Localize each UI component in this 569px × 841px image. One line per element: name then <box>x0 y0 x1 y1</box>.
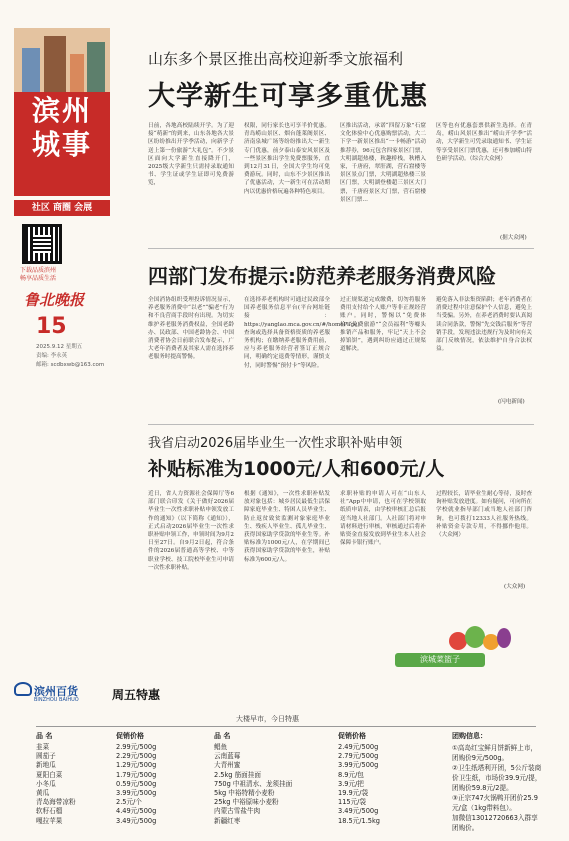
article3-headline: 补贴标准为1000元/人和600元/人 <box>148 458 445 480</box>
table-row <box>214 752 408 761</box>
table-row <box>36 817 216 826</box>
masthead-title-line2: 城事 <box>31 128 92 161</box>
article2-column-1: 全国消协组织受理投诉情况显示，养老服务消费中“以老”“骗老”行为和不良营商手段时有出现。为切实维护养老服务消费权益，全国老龄办、民政部、中国老龄协会、中国消费者协会日前联合发布提示，广大老年消费者及其家人需在选择养老服务时提高警惕。 <box>148 297 234 361</box>
item-name: 小冬瓜 <box>36 779 56 788</box>
item-price: 0.59元/500g <box>116 779 157 788</box>
table-row <box>36 798 216 807</box>
brand-logo-icon <box>14 682 32 696</box>
item-name: 青岛海带凉粉 <box>36 798 76 807</box>
table-row <box>36 771 216 780</box>
masthead-title <box>14 94 110 162</box>
item-price: 1.29元/500g <box>116 761 157 770</box>
item-name: 嘎拉苹果 <box>36 816 63 825</box>
item-name: 圆茄子 <box>36 752 56 761</box>
article1-source: (据大众网) <box>500 235 527 241</box>
item-price: 19.9元/袋 <box>338 789 369 798</box>
divider <box>148 424 534 425</box>
promo-title: 周五特惠 <box>112 688 161 702</box>
brand-subtitle: BINZHOU BAIHUO <box>34 697 79 703</box>
table-row <box>214 771 408 780</box>
paper-logo: 鲁北晚报 <box>24 291 85 309</box>
divider <box>36 726 536 727</box>
article1-headline: 大学新生可享多重优惠 <box>148 81 428 112</box>
column-header-price: 促销价格 <box>338 732 366 740</box>
issue-info <box>36 343 110 370</box>
item-price: 115元/袋 <box>338 798 366 807</box>
item-price: 3.49元/500g <box>338 807 379 816</box>
table-row <box>214 807 408 816</box>
item-price: 2.49元/500g <box>338 743 379 751</box>
item-name: 2.5kg 筋面挂面 <box>214 770 261 779</box>
item-price: 2.79元/500g <box>338 752 379 761</box>
promo-subtitle: 大楼早市，今日特惠 <box>236 715 299 723</box>
table-row <box>36 807 216 816</box>
article3-column-3: 求职补贴的申请人可在“山东人社”App中申请，也可在学校领取纸质申请表，由学校审核汇总后报送当地人社部门。人社部门将对申请材料进行审核，审核通过后将补贴资金直接发放到毕业生本人社会保障卡银行账户。 <box>340 491 426 547</box>
item-name: 25kg 中裕原味小麦粉 <box>214 798 279 807</box>
price-table-left <box>36 731 216 826</box>
group-buy-line: ①高岛红宝鲜月饼新鲜上市，团购价9元/500g。 <box>452 744 538 762</box>
item-name: 黄瓜 <box>36 789 50 798</box>
item-price: 4.49元/500g <box>116 807 157 816</box>
issue-date: 2025.9.12 星期五 <box>36 344 83 350</box>
item-price: 1.79元/500g <box>116 770 157 779</box>
table-row <box>36 752 216 761</box>
column-header-name: 品 名 <box>36 732 53 740</box>
vegetable-illustration <box>445 622 515 656</box>
page-number: 15 <box>36 314 67 339</box>
masthead-illustration <box>14 28 110 92</box>
item-name: 大青州蜜 <box>214 761 241 770</box>
article1-kicker: 山东多个景区推出高校迎新季文旅福利 <box>148 50 404 68</box>
item-price: 2.5元/个 <box>116 798 142 807</box>
masthead-title-line1: 滨州 <box>31 94 92 127</box>
column-header-name: 品 名 <box>214 732 231 740</box>
group-buy-line: ③正宗747火锅鸭开团价25.9元/盒（1kg带料包）。 <box>452 794 538 812</box>
item-price: 3.99元/500g <box>116 789 157 798</box>
item-name: 夏阳白菜 <box>36 770 63 779</box>
price-table-right <box>214 731 408 826</box>
item-price: 3.99元/500g <box>338 761 379 770</box>
group-buy-title: 团购信息： <box>452 732 487 740</box>
item-name: 5kg 中裕特精小麦粉 <box>214 789 275 798</box>
table-row <box>36 761 216 770</box>
item-price: 3.9元/把 <box>338 779 364 788</box>
column-header-price: 促销价格 <box>116 732 144 740</box>
article2-column-4: 避免落入非法集资陷阱；老年消费者在消费过程中注意保护个人信息，避免上当受骗。另外，在养老消费时要认真阅读合同条款，警惕“先交钱后服务”等营销手段，发现违法违规行为及时向有关部门反映情况，依法维护自身合法权益。 <box>436 297 532 353</box>
item-name: 鲳鱼 <box>214 743 228 751</box>
item-name: 新疆红枣 <box>214 816 241 825</box>
article2-column-2: 在选择养老机构时可通过民政部全国养老服务信息平台(平台网址链接：https://yanglao.mca.gov.cn/#/homePage)查询或选择具备资格资质的养老服务机构；在缴纳养老服务费用前，应与养老服务经营者签订正规合同，明确约定退费等情形，谨慎支付，同时警惕“预付卡”等风险。 <box>244 297 360 369</box>
article2-column-3: 过正规渠道完成缴费，切勿将服务费用支付给个人账户等非正规经营账户。同时，警惕以“免费体检”“免费旅游”“会员福利”等噱头推销产品和服务，牢记“天上不会掉馅饼”，遇到纠纷应通过正规渠道解决。 <box>340 297 426 353</box>
brand-name: 滨州百货 <box>34 685 78 698</box>
article3-kicker: 我省启动2026届毕业生一次性求职补贴申领 <box>148 436 403 451</box>
promo-banner: 滨城菜篮子 <box>395 653 485 667</box>
table-row <box>36 780 216 789</box>
article3-column-2: 根据《通知》，一次性求职补贴发放对象包括：城乡居民最低生活保障家庭毕业生、特困人员毕业生、防止返贫致贫监测对象家庭毕业生、残疾人毕业生、孤儿毕业生、获得国家助学贷款的毕业生等。补贴标准为1000元/人，在学期间已获得国家助学贷款的毕业生，补贴标准为600元/人。 <box>244 491 330 563</box>
item-name: 新地瓜 <box>36 761 56 770</box>
qr-caption <box>20 267 110 283</box>
divider <box>148 248 534 249</box>
item-price: 18.5元/1.5kg <box>338 816 380 825</box>
article2-source: (闪电新闻) <box>498 399 525 405</box>
item-name: 韭菜 <box>36 743 50 751</box>
item-price: 8.9元/包 <box>338 770 364 779</box>
item-price: 2.99元/500g <box>116 743 157 751</box>
issue-editor: 责编: 李永英 <box>36 353 68 359</box>
article3-column-4: 过程较长，请毕业生耐心等待，及时查询补贴发放进度。如有疑问，可向所在学校就业指导部门或当地人社部门咨询，也可拨打12333人社服务热线。补贴资金专款专用，不得挪作他用。（大众网） <box>436 491 532 539</box>
table-row <box>36 789 216 798</box>
group-buy-info <box>452 731 542 833</box>
article3-column-1: 近日，省人力资源社会保障厅等6部门联合印发《关于做好2026届毕业生一次性求职补贴申领发放工作的通知》（以下简称《通知》），正式启动2026届毕业生一次性求职补贴申领工作，申领时间为9月2日至27日。自9月2日起，符合条件的2026届普通高等学校、中等职业学校、技工院校毕业生可申请一次性求职补贴。 <box>148 491 234 571</box>
table-row <box>214 761 408 770</box>
item-price: 2.29元/500g <box>116 752 157 761</box>
article3-source: (大众网) <box>504 584 526 590</box>
item-name: 软籽石榴 <box>36 807 63 816</box>
table-row <box>214 780 408 789</box>
item-name: 云南蓝莓 <box>214 752 241 761</box>
item-price: 3.49元/500g <box>116 816 157 825</box>
qr-caption-line1: 下载品质滨州 <box>20 267 57 274</box>
article1-column-2: 权限，同行家长也可享半价优惠。青岛崂山景区、烟台蓬莱阁景区、济南泉城广场等纷纷推出大一新生专门优惠，前夕泰山泰安风景区及一些景区推出学生免费票服务，直到12月31日，全国大学生均可免费游玩。同时，山东不少景区推出了优惠活动，大一新生可在活动期内以优惠价格玩遍各种特色项目。 <box>244 123 330 195</box>
article1-column-1: 日前，各地高校陆续开学。为了迎接“萌新”的到来，山东各地各大景区纷纷推出开学季活动，向新学子送上第一份旅游“大礼包”。不少景区面向大学新生直接降开门，2025级大学新生只需持录取通知书、学生证或学生证即可免费游览， <box>148 123 234 187</box>
article2-headline: 四部门发布提示:防范养老服务消费风险 <box>148 264 496 288</box>
group-buy-line: 加微信13012720663入群享团购价。 <box>452 814 538 832</box>
item-name: 750g 中祖清水、龙须挂面 <box>214 779 293 788</box>
table-row <box>214 789 408 798</box>
masthead <box>14 28 110 370</box>
item-name: 内蒙古雪盐牛肉 <box>214 807 261 816</box>
article1-column-4: 区等也有优惠套票供新生选择。在青岛，崂山风景区推出“崂山开学季”活动，大学新生可凭录取通知书、学生证等享受景区门票优惠，还可参加崂山特色研学活动。（综合大众网） <box>436 123 532 162</box>
masthead-banner <box>14 28 110 196</box>
article1-column-3: 区推出活动，承诺“四留万象”石窟文化体验中心优惠购票活动，大二下学一新景区推出“一卡畅游”活动推荐券，96元包含四家景区门票，大明湖超热楼，秋趣桥栈，秋槽入家，千唐府，翠肝湖，营石窟楼等景区景点门票，大明湖超热楼三景区门票，大明湖登楼超三景区大门票，千唐府景区大门票，营石窟楼景区门票… <box>340 123 426 203</box>
qr-caption-line2: 畅享品质生活 <box>20 275 57 282</box>
group-buy-line: ②卫生纸塔利开团，5公斤装商价卫生纸，市场价39.9元/提，团购价59.8元/2提。 <box>452 764 542 792</box>
table-row <box>214 817 408 826</box>
section-label: 社区 商圈 会展 <box>14 200 110 216</box>
table-row <box>214 743 408 752</box>
issue-email: 邮箱: scdbxwb@163.com <box>36 362 105 368</box>
table-row <box>36 743 216 752</box>
qr-code-icon[interactable] <box>22 224 62 264</box>
